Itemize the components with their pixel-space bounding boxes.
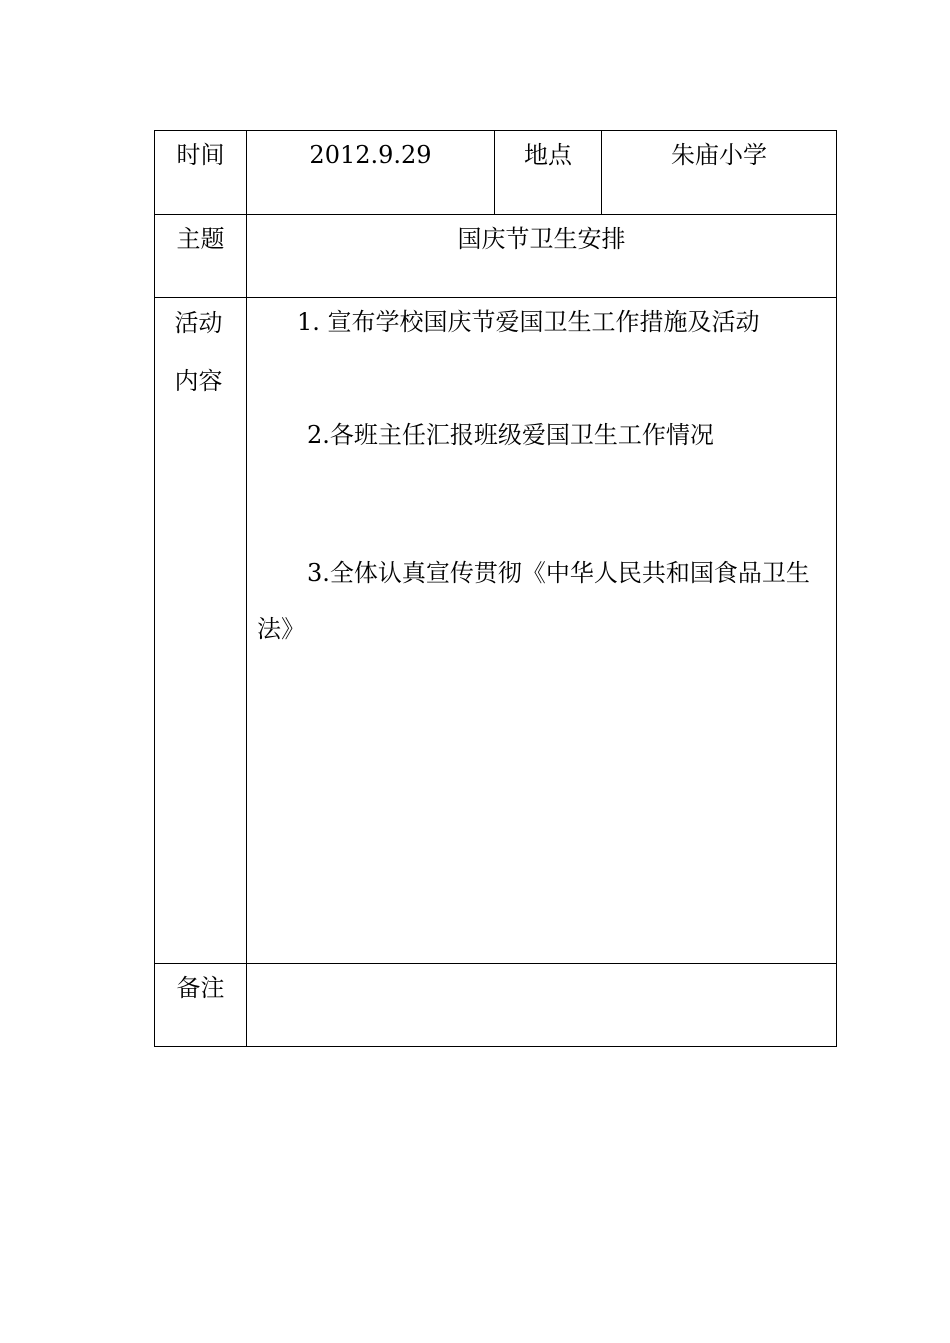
time-place-row	[155, 131, 837, 215]
time-value: 2012.9.29	[247, 131, 495, 215]
theme-label: 主题	[155, 215, 247, 298]
content-label-cell	[155, 298, 247, 964]
remarks-value	[247, 964, 837, 1047]
remarks-row	[155, 964, 837, 1047]
place-value: 朱庙小学	[602, 131, 837, 215]
content-item-2: 2.各班主任汇报班级爱国卫生工作情况	[307, 421, 714, 449]
theme-row	[155, 215, 837, 298]
content-item-3: 3.全体认真宣传贯彻《中华人民共和国食品卫生法》	[257, 559, 810, 643]
theme-value: 国庆节卫生安排	[247, 215, 837, 298]
content-item-1: 1. 宣布学校国庆节爱国卫生工作措施及活动	[297, 308, 760, 336]
activity-record-table	[154, 130, 837, 1047]
content-label: 活动内容	[174, 309, 223, 395]
place-label: 地点	[495, 131, 602, 215]
remarks-label: 备注	[155, 964, 247, 1047]
time-label: 时间	[155, 131, 247, 215]
content-row	[155, 298, 837, 964]
content-cell	[247, 298, 837, 964]
